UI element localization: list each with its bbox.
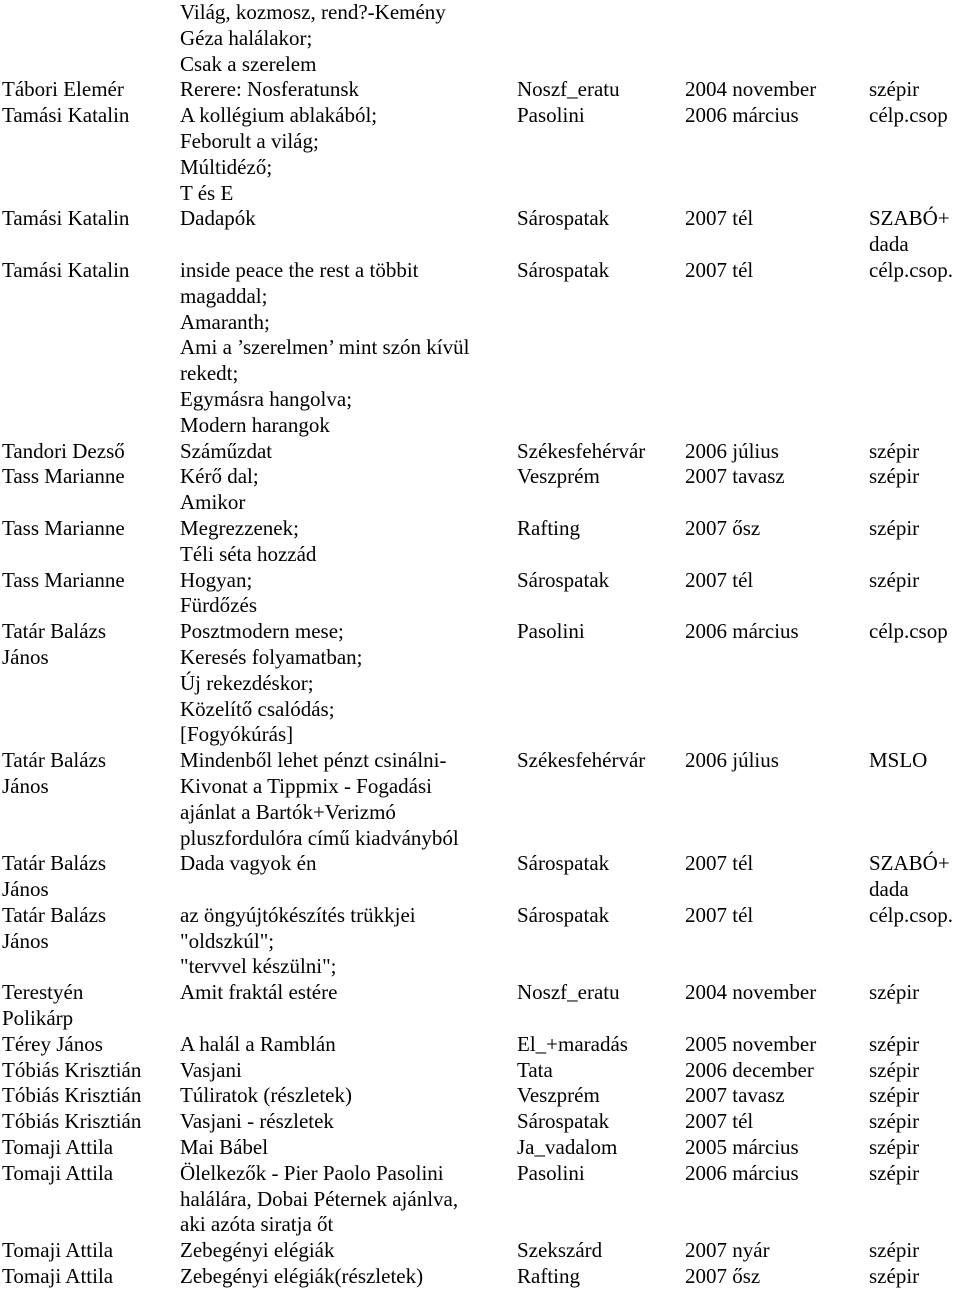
venue-text: Sárospatak [517, 1109, 610, 1134]
table-row [2, 439, 960, 465]
author-line: Tass Marianne [2, 515, 125, 540]
author-line: Tomaji Attila [2, 1135, 114, 1160]
date-text: 2007 tél [685, 902, 754, 927]
title-cell [180, 1264, 517, 1290]
author-line: Terestyén [2, 980, 84, 1005]
category-line: szépir [869, 1135, 920, 1160]
table-row [2, 1135, 960, 1161]
author-line: Tatár Balázs [2, 748, 107, 773]
title-cell [180, 0, 517, 77]
venue-cell [517, 1109, 685, 1135]
venue-text: Sárospatak [517, 902, 610, 927]
author-line: János [2, 928, 49, 953]
category-cell [869, 1109, 960, 1135]
venue-cell [517, 103, 685, 206]
title-cell [180, 516, 517, 568]
title-line: Hogyan; [180, 567, 253, 592]
author-line: Tamási Katalin [2, 257, 130, 282]
date-cell [685, 903, 869, 980]
title-cell [180, 619, 517, 748]
category-line: szépir [869, 1083, 920, 1108]
date-text: 2007 tavasz [685, 1083, 785, 1108]
date-cell [685, 1161, 869, 1238]
venue-text: Székesfehérvár [517, 438, 646, 463]
venue-text: Noszf_eratu [517, 77, 620, 102]
date-cell [685, 748, 869, 851]
date-text: 2005 március [685, 1135, 799, 1160]
category-cell [869, 1161, 960, 1238]
date-cell [685, 1058, 869, 1084]
title-cell [180, 748, 517, 851]
author-cell [2, 619, 180, 748]
title-line: A kollégium ablakából; [180, 103, 378, 128]
author-cell [2, 1058, 180, 1084]
title-line: [Fogyókúrás] [180, 722, 294, 747]
category-cell [869, 77, 960, 103]
table-row [2, 748, 960, 851]
date-cell [685, 1264, 869, 1290]
date-cell [685, 1135, 869, 1161]
category-cell [869, 619, 960, 748]
author-line: Tomaji Attila [2, 1238, 114, 1263]
title-line: Világ, kozmosz, rend?-Kemény [180, 0, 446, 24]
table-row [2, 568, 960, 620]
date-cell [685, 851, 869, 903]
venue-cell [517, 1032, 685, 1058]
date-text: 2006 március [685, 619, 799, 644]
category-cell [869, 439, 960, 465]
title-line: Kérő dal; [180, 464, 259, 489]
category-cell [869, 1135, 960, 1161]
author-line: Tass Marianne [2, 464, 125, 489]
venue-text: Sárospatak [517, 851, 610, 876]
title-cell [180, 103, 517, 206]
author-cell [2, 1135, 180, 1161]
date-text: 2007 tél [685, 257, 754, 282]
category-line: szépir [869, 1160, 920, 1185]
table-row [2, 903, 960, 980]
venue-cell [517, 258, 685, 439]
venue-text: Tata [517, 1057, 553, 1082]
title-line: Téli séta hozzád [180, 541, 317, 566]
title-line: Zebegényi elégiák(részletek) [180, 1264, 424, 1289]
author-cell [2, 103, 180, 206]
author-line: Tamási Katalin [2, 103, 130, 128]
date-text: 2006 július [685, 438, 779, 463]
category-line: szépir [869, 1109, 920, 1134]
author-line: Tandori Dezső [2, 438, 125, 463]
venue-cell [517, 748, 685, 851]
author-cell [2, 439, 180, 465]
author-line: Tóbiás Krisztián [2, 1109, 142, 1134]
author-cell [2, 0, 180, 77]
venue-text: Noszf_eratu [517, 980, 620, 1005]
title-cell [180, 980, 517, 1032]
category-line: célp.csop. [869, 902, 953, 927]
category-cell [869, 851, 960, 903]
date-cell [685, 1083, 869, 1109]
title-cell [180, 1135, 517, 1161]
table-row [2, 1238, 960, 1264]
author-cell [2, 516, 180, 568]
author-line: Tatár Balázs [2, 619, 107, 644]
category-cell [869, 1264, 960, 1290]
venue-text: Sárospatak [517, 567, 610, 592]
venue-cell [517, 1083, 685, 1109]
category-cell [869, 903, 960, 980]
venue-text: Ja_vadalom [517, 1135, 618, 1160]
date-cell [685, 206, 869, 258]
table-row [2, 1161, 960, 1238]
category-cell [869, 1083, 960, 1109]
date-cell [685, 568, 869, 620]
category-cell [869, 516, 960, 568]
venue-text: Sárospatak [517, 257, 610, 282]
author-cell [2, 1109, 180, 1135]
listing-body [2, 0, 960, 1290]
date-text: 2006 március [685, 103, 799, 128]
table-row [2, 206, 960, 258]
author-line: Tomaji Attila [2, 1264, 114, 1289]
category-line: dada [869, 877, 909, 902]
title-line: T és E [180, 180, 234, 205]
author-line: Tóbiás Krisztián [2, 1083, 142, 1108]
date-cell [685, 77, 869, 103]
date-text: 2007 ősz [685, 1264, 761, 1289]
date-cell [685, 1032, 869, 1058]
title-line: Zebegényi elégiák [180, 1238, 335, 1263]
table-row [2, 619, 960, 748]
title-cell [180, 1238, 517, 1264]
table-row [2, 258, 960, 439]
author-cell [2, 206, 180, 258]
category-cell [869, 206, 960, 258]
title-line: rekedt; [180, 361, 239, 386]
table-row [2, 1109, 960, 1135]
date-cell [685, 258, 869, 439]
table-row [2, 980, 960, 1032]
venue-cell [517, 1264, 685, 1290]
table-row [2, 0, 960, 77]
title-cell [180, 1161, 517, 1238]
title-line: Új rekezdéskor; [180, 670, 314, 695]
date-text: 2007 tél [685, 1109, 754, 1134]
category-line: szépir [869, 77, 920, 102]
title-cell [180, 851, 517, 903]
author-cell [2, 980, 180, 1032]
title-line: Posztmodern mese; [180, 619, 344, 644]
table-row [2, 1058, 960, 1084]
title-line: Vasjani - részletek [180, 1109, 334, 1134]
venue-text: Veszprém [517, 1083, 600, 1108]
title-cell [180, 1032, 517, 1058]
title-cell [180, 1109, 517, 1135]
title-line: Amit fraktál estére [180, 980, 338, 1005]
date-cell [685, 103, 869, 206]
venue-text: Pasolini [517, 103, 585, 128]
author-line: Tomaji Attila [2, 1160, 114, 1185]
venue-text [517, 0, 685, 26]
venue-cell [517, 464, 685, 516]
title-line: Keresés folyamatban; [180, 644, 363, 669]
author-cell [2, 77, 180, 103]
title-line: Száműzdat [180, 438, 273, 463]
category-cell [869, 464, 960, 516]
author-cell [2, 851, 180, 903]
category-cell [869, 103, 960, 206]
author-cell [2, 748, 180, 851]
date-cell [685, 1238, 869, 1264]
title-line: az öngyújtókészítés trükkjei [180, 902, 416, 927]
title-line: Ami a ’szerelmen’ mint szón kívül [180, 335, 470, 360]
date-text: 2005 november [685, 1031, 817, 1056]
table-row [2, 103, 960, 206]
author-cell [2, 903, 180, 980]
venue-text: Rafting [517, 515, 580, 540]
date-cell [685, 0, 869, 77]
title-line: Amaranth; [180, 309, 270, 334]
venue-text: Szekszárd [517, 1238, 603, 1263]
venue-cell [517, 903, 685, 980]
date-text: 2007 nyár [685, 1238, 770, 1263]
venue-cell [517, 1238, 685, 1264]
author-cell [2, 1264, 180, 1290]
venue-text: El_+maradás [517, 1031, 628, 1056]
venue-text: Székesfehérvár [517, 748, 646, 773]
title-line: Dadapók [180, 206, 256, 231]
category-line: szépir [869, 1031, 920, 1056]
category-cell [869, 1238, 960, 1264]
title-line: Csak a szerelem [180, 51, 317, 76]
venue-text: Pasolini [517, 1160, 585, 1185]
date-text: 2006 december [685, 1057, 814, 1082]
title-cell [180, 206, 517, 258]
venue-cell [517, 619, 685, 748]
author-line: Polikárp [2, 1006, 74, 1031]
venue-cell [517, 568, 685, 620]
category-line: szépir [869, 980, 920, 1005]
date-cell [685, 1109, 869, 1135]
title-line: Mai Bábel [180, 1135, 269, 1160]
category-line: szépir [869, 515, 920, 540]
table-row [2, 77, 960, 103]
title-line: "oldszkúl"; [180, 928, 275, 953]
date-cell [685, 464, 869, 516]
author-line: Térey János [2, 1031, 103, 1056]
category-line: dada [869, 232, 909, 257]
table-row [2, 516, 960, 568]
category-line: célp.csop [869, 103, 948, 128]
category-line: célp.csop [869, 619, 948, 644]
venue-cell [517, 1161, 685, 1238]
date-text: 2006 július [685, 748, 779, 773]
table-row [2, 1264, 960, 1290]
title-line: Kivonat a Tippmix - Fogadási [180, 773, 433, 798]
venue-text: Rafting [517, 1264, 580, 1289]
table-row [2, 464, 960, 516]
category-cell [869, 258, 960, 439]
title-line: Fürdőzés [180, 593, 257, 618]
title-line: A halál a Ramblán [180, 1031, 336, 1056]
title-cell [180, 258, 517, 439]
author-cell [2, 568, 180, 620]
title-line: "tervvel készülni"; [180, 954, 337, 979]
title-line: Túliratok (részletek) [180, 1083, 352, 1108]
title-line: Géza halálakor; [180, 25, 313, 50]
title-line: Múltidéző; [180, 154, 273, 179]
author-line: Tóbiás Krisztián [2, 1057, 142, 1082]
author-line: Tass Marianne [2, 567, 125, 592]
author-cell [2, 1238, 180, 1264]
title-line: Megrezzenek; [180, 515, 299, 540]
category-line: célp.csop. [869, 257, 953, 282]
category-cell [869, 748, 960, 851]
category-line: szépir [869, 1057, 920, 1082]
title-line: halálára, Dobai Péternek ajánlva, [180, 1186, 459, 1211]
category-line: szépir [869, 1238, 920, 1263]
title-line: Vasjani [180, 1057, 242, 1082]
title-cell [180, 464, 517, 516]
title-cell [180, 1058, 517, 1084]
date-cell [685, 439, 869, 465]
date-text: 2004 november [685, 980, 817, 1005]
author-line: János [2, 644, 49, 669]
author-cell [2, 1161, 180, 1238]
category-line: MSLO [869, 748, 928, 773]
venue-cell [517, 0, 685, 77]
date-text: 2007 tél [685, 206, 754, 231]
title-line: magaddal; [180, 283, 268, 308]
date-text: 2007 ősz [685, 515, 761, 540]
category-line: SZABÓ+ [869, 851, 950, 876]
category-cell [869, 568, 960, 620]
title-line: Rerere: Nosferatunsk [180, 77, 360, 102]
title-line: Amikor [180, 490, 246, 515]
table-row [2, 1083, 960, 1109]
title-line: inside peace the rest a többit [180, 257, 419, 282]
title-cell [180, 1083, 517, 1109]
date-text: 2007 tavasz [685, 464, 785, 489]
author-line: János [2, 877, 49, 902]
date-text: 2004 november [685, 77, 817, 102]
venue-cell [517, 980, 685, 1032]
venue-text: Veszprém [517, 464, 600, 489]
date-cell [685, 980, 869, 1032]
date-cell [685, 619, 869, 748]
author-cell [2, 464, 180, 516]
category-line: szépir [869, 1264, 920, 1289]
author-line: Tábori Elemér [2, 77, 124, 102]
category-line: szépir [869, 464, 920, 489]
title-line: Modern harangok [180, 412, 330, 437]
title-cell [180, 77, 517, 103]
author-cell [2, 258, 180, 439]
category-cell [869, 980, 960, 1032]
title-line: Egymásra hangolva; [180, 386, 353, 411]
author-cell [2, 1083, 180, 1109]
table-row [2, 1032, 960, 1058]
venue-text: Sárospatak [517, 206, 610, 231]
venue-cell [517, 516, 685, 568]
title-cell [180, 903, 517, 980]
category-line: szépir [869, 438, 920, 463]
title-line: aki azóta siratja őt [180, 1212, 334, 1237]
category-cell [869, 0, 960, 77]
venue-cell [517, 77, 685, 103]
listing-table [2, 0, 960, 1290]
title-cell [180, 568, 517, 620]
venue-cell [517, 851, 685, 903]
category-line: SZABÓ+ [869, 206, 950, 231]
author-line: Tatár Balázs [2, 851, 107, 876]
author-line: Tamási Katalin [2, 206, 130, 231]
date-text: 2007 tél [685, 567, 754, 592]
title-line: Dada vagyok én [180, 851, 317, 876]
title-line: Mindenből lehet pénzt csinálni- [180, 748, 447, 773]
venue-cell [517, 206, 685, 258]
author-line: Tatár Balázs [2, 902, 107, 927]
date-cell [685, 516, 869, 568]
title-cell [180, 439, 517, 465]
category-cell [869, 1032, 960, 1058]
category-cell [869, 1058, 960, 1084]
table-row [2, 851, 960, 903]
title-line: Közelítő csalódás; [180, 696, 335, 721]
title-line: ajánlat a Bartók+Verizmó [180, 799, 396, 824]
venue-cell [517, 1135, 685, 1161]
category-line: szépir [869, 567, 920, 592]
title-line: Ölelkezők - Pier Paolo Pasolini [180, 1160, 444, 1185]
date-text: 2006 március [685, 1160, 799, 1185]
venue-cell [517, 1058, 685, 1084]
title-line: Feborult a világ; [180, 128, 319, 153]
venue-cell [517, 439, 685, 465]
author-cell [2, 1032, 180, 1058]
date-text [685, 0, 869, 26]
title-line: pluszfordulóra című kiadványból [180, 825, 459, 850]
author-line: János [2, 773, 49, 798]
venue-text: Pasolini [517, 619, 585, 644]
date-text: 2007 tél [685, 851, 754, 876]
